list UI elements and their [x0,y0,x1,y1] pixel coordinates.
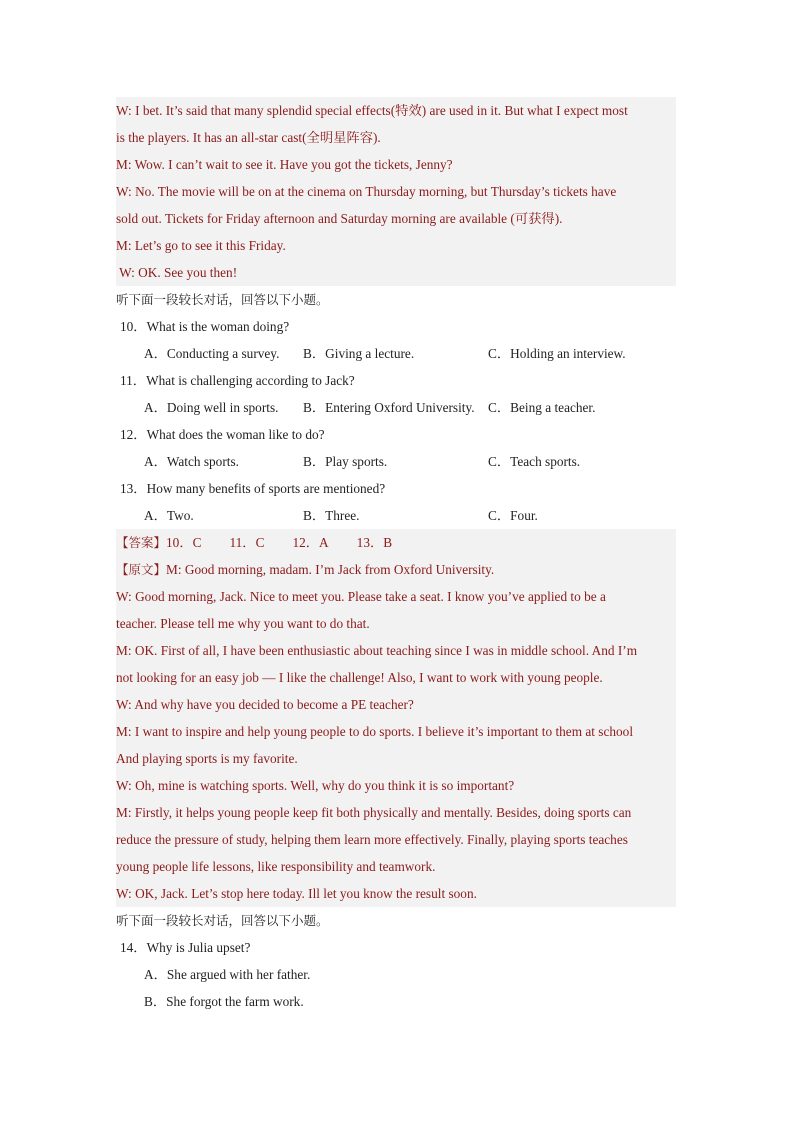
transcript-line: M: Wow. I can’t wait to see it. Have you got the tickets, Jenny? [116,157,453,172]
option-b: B．She forgot the farm work. [144,994,304,1009]
transcript-line: M: Firstly, it helps young people keep fit both physically and mentally. Besides, doing sports can [116,805,632,820]
transcript-line: M: OK. First of all, I have been enthusiastic about teaching since I was in middle school. And I’m [116,643,638,658]
question-12: 12．What does the woman like to do? [120,427,325,442]
option-c: C．Teach sports. [488,454,581,469]
question-11: 11．What is challenging according to Jack? [120,373,355,388]
option-a: A．Doing well in sports. [144,400,279,415]
transcript-line: sold out. Tickets for Friday afternoon and Saturday morning are available (可获得). [116,211,563,226]
source-label: 【原文】 [116,562,167,577]
option-a: A．Watch sports. [144,454,239,469]
answer-13: 13．B [356,535,393,550]
option-c: C．Being a teacher. [488,400,596,415]
section-1 [116,286,676,529]
question-11-options [116,394,676,421]
option-a: A．Two. [144,508,194,523]
answer-11: 11．C [229,535,265,550]
transcript-line: W: OK. See you then! [116,265,238,280]
transcript-line: reduce the pressure of study, helping them learn more effectively. Finally, playing sports teaches [116,832,628,847]
source-first-line: M: Good morning, madam. I’m Jack from Oxford University. [166,562,495,577]
transcript-line: W: OK, Jack. Let’s stop here today. Ill let you know the result soon. [116,886,477,901]
answer-line [116,529,676,556]
option-b: B．Giving a lecture. [303,346,415,361]
transcript-line: teacher. Please tell me why you want to do that. [116,616,370,631]
transcript-line: not looking for an easy job — I like the challenge! Also, I want to work with young people. [116,670,603,685]
transcript-line: W: Oh, mine is watching sports. Well, why do you think it is so important? [116,778,515,793]
transcript-top [116,97,676,286]
transcript-line: W: And why have you decided to become a PE teacher? [116,697,414,712]
transcript-line: M: Let’s go to see it this Friday. [116,238,286,253]
source-line [116,556,676,583]
transcript-line: W: Good morning, Jack. Nice to meet you. Please take a seat. I know you’ve applied to be a [116,589,606,604]
answer-transcript [116,529,676,907]
section-2 [116,907,676,1015]
answer-10: 10．C [166,535,202,550]
transcript-line: W: No. The movie will be on at the cinema on Thursday morning, but Thursday’s tickets have [116,184,617,199]
section-instruction: 听下面一段较长对话，回答以下小题。 [116,913,329,928]
option-a: A．Conducting a survey. [144,346,280,361]
option-b: B．Play sports. [303,454,388,469]
question-10: 10．What is the woman doing? [120,319,290,334]
question-13: 13．How many benefits of sports are mentioned? [120,481,386,496]
transcript-line: W: I bet. It’s said that many splendid special effects(特效) are used in it. But what I expect most [116,103,628,118]
answer-label: 【答案】 [116,535,167,550]
transcript-line: is the players. It has an all-star cast(全明星阵容). [116,130,381,145]
question-12-options [116,448,676,475]
question-10-options [116,340,676,367]
transcript-line: young people life lessons, like responsibility and teamwork. [116,859,436,874]
answer-12: 12．A [292,535,329,550]
transcript-line: And playing sports is my favorite. [116,751,298,766]
option-c: C．Holding an interview. [488,346,626,361]
option-b: B．Three. [303,508,360,523]
question-14: 14．Why is Julia upset? [120,940,251,955]
option-c: C．Four. [488,508,538,523]
section-instruction: 听下面一段较长对话，回答以下小题。 [116,292,329,307]
option-a: A．She argued with her father. [144,967,311,982]
transcript-line: M: I want to inspire and help young people to do sports. I believe it’s important to them at school [116,724,634,739]
option-b: B．Entering Oxford University. [303,400,475,415]
question-13-options [116,502,676,529]
